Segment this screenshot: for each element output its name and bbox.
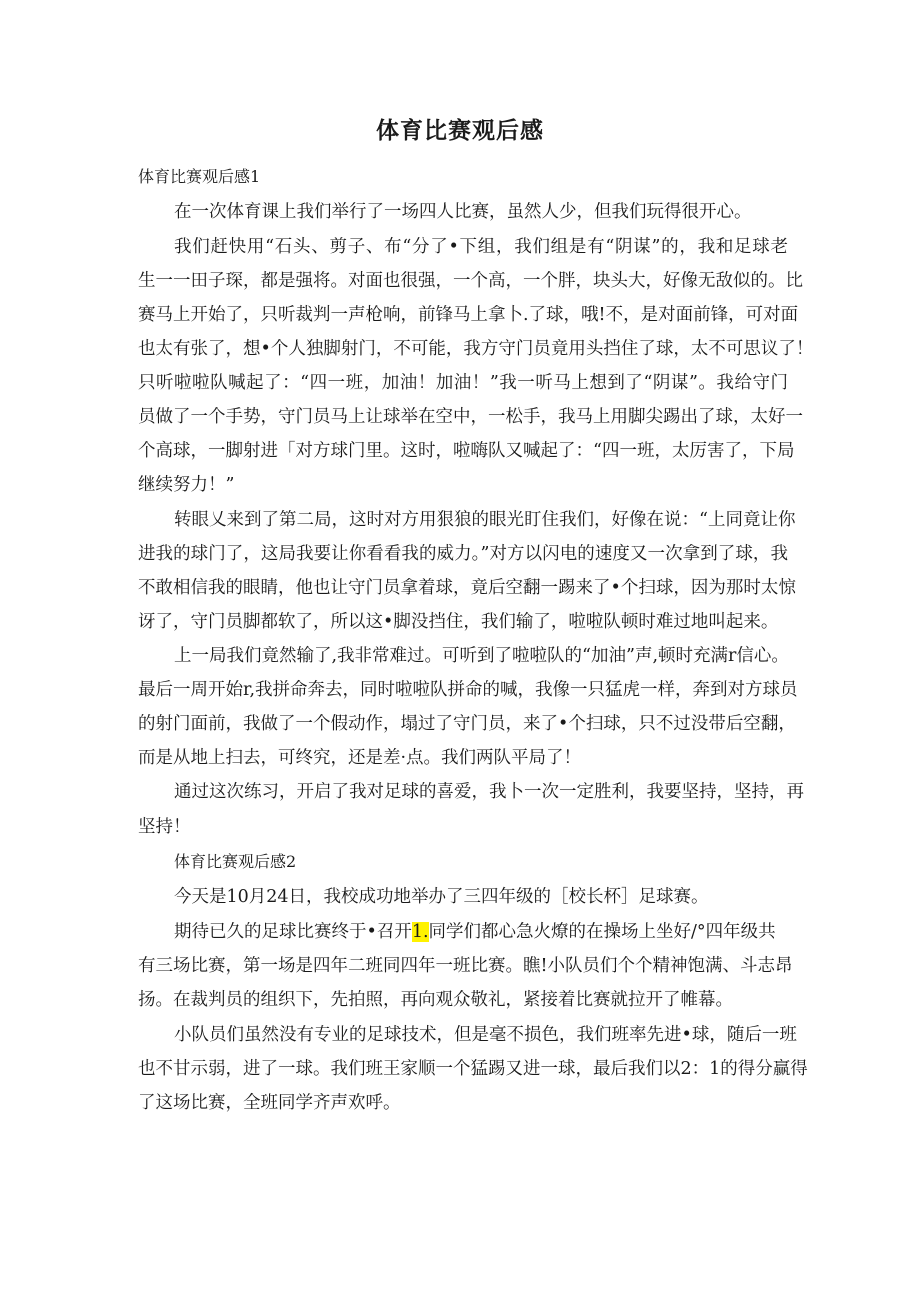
paragraph-7-line-3: 扬。在裁判员的组织下，先拍照，再向观众敬礼，紧接着比赛就拉开了帷幕。 [138,990,733,1010]
highlighted-text: 1. [411,922,429,942]
paragraph-4-line-4: 而是从地上扫去，可终究，还是差·点。我们两队平局了！ [138,748,582,768]
paragraph-2-line-8: 继续努力！” [138,475,235,495]
section-heading-1: 体育比赛观后感1 [138,167,261,186]
paragraph-8-line-1: 小队员们虽然没有专业的足球技术，但是毫不损色，我们班率先进•球，随后一班 [174,1025,797,1045]
paragraph-2-line-5: 只听啦啦队喊起了：“四一班，加油！加油！”我一听马上想到了“阴谋”。我给守门 [138,373,788,393]
paragraph-7-text-after: 同学们都心急火燎的在操场上坐好/°四年级共 [428,922,776,942]
paragraph-4-line-1: 上一局我们竟然输了,我非常难过。可听到了啦啦队的“加油”声,顿时充满r信心。 [174,646,789,666]
paragraph-2-line-7: 个高球，一脚射进「对方球门里。这时，啦嗨队又喊起了：“四一班，太厉害了，下局 [138,441,795,461]
paragraph-4-line-2: 最后一周开始r,我拼命奔去，同时啦啦队拼命的喊，我像一只猛虎一样，奔到对方球员 [138,680,798,700]
paragraph-4-line-3: 的射门面前，我做了一个假动作，塌过了守门员，来了•个扫球，只不过没带后空翻， [138,714,796,734]
document-title: 体育比赛观后感 [376,118,544,144]
paragraph-3-line-4: 讶了，守门员脚都软了，所以这•脚没挡住，我们输了，啦啦队顿时难过地叫起来。 [138,612,779,632]
paragraph-8-line-3: 了这场比赛，全班同学齐声欢呼。 [138,1093,401,1113]
paragraph-5-line-2: 坚持！ [138,817,191,837]
paragraph-2-line-1: 我们赶快用“石头、剪子、布“分了•下组，我们组是有“阴谋”的，我和足球老 [174,237,788,257]
paragraph-6-line-1: 今天是10月24日，我校成功地举办了三四年级的［校长杯］足球赛。 [174,887,709,907]
paragraph-2-line-4: 也太有张了，想•个人独脚射门，不可能，我方守门员竟用头挡住了球，太不可思议了！ [138,339,814,359]
paragraph-2-line-6: 员做了一个手势，守门员马上让球举在空中，一松手，我马上用脚尖踢出了球，太好一 [138,407,803,427]
paragraph-3-line-3: 不敢相信我的眼睛，他也让守门员拿着球，竟后空翻一踢来了•个扫球，因为那时太惊 [138,578,796,598]
paragraph-1-line-1: 在一次体育课上我们举行了一场四人比赛，虽然人少，但我们玩得很开心。 [174,202,752,222]
paragraph-3-line-1: 转眼乂来到了第二局，这时对方用狠狼的眼光盯住我们，好像在说：“上同竟让你 [174,510,796,530]
paragraph-2-line-2: 生一一田子琛，都是强将。对面也很强，一个高，一个胖，块头大，好像无敌似的。比 [138,271,803,291]
paragraph-2-line-3: 赛马上开始了，只听裁判一声枪响，前锋马上拿卜.了球，哦!不，是对面前锋，可对面 [138,305,799,325]
section-heading-2: 体育比赛观后感2 [174,852,297,871]
paragraph-8-line-2: 也不甘示弱，进了一球。我们班王家顺一个猛踢又进一球，最后我们以2：1的得分赢得 [138,1059,808,1079]
paragraph-3-line-2: 进我的球门了，这局我要让你看看我的威力。”对方以闪电的速度又一次拿到了球，我 [138,544,788,564]
paragraph-7-line-1 [174,920,788,944]
paragraph-7-text-before: 期待已久的足球比赛终于•召开 [174,922,412,942]
paragraph-5-line-1: 通过这次练习，开启了我对足球的喜爱，我卜一次一定胜利，我要坚持，坚持，再 [174,782,804,802]
paragraph-7-line-2: 有三场比赛，第一场是四年二班同四年一班比赛。瞧!小队员们个个精神饱满、斗志昂 [138,956,793,976]
